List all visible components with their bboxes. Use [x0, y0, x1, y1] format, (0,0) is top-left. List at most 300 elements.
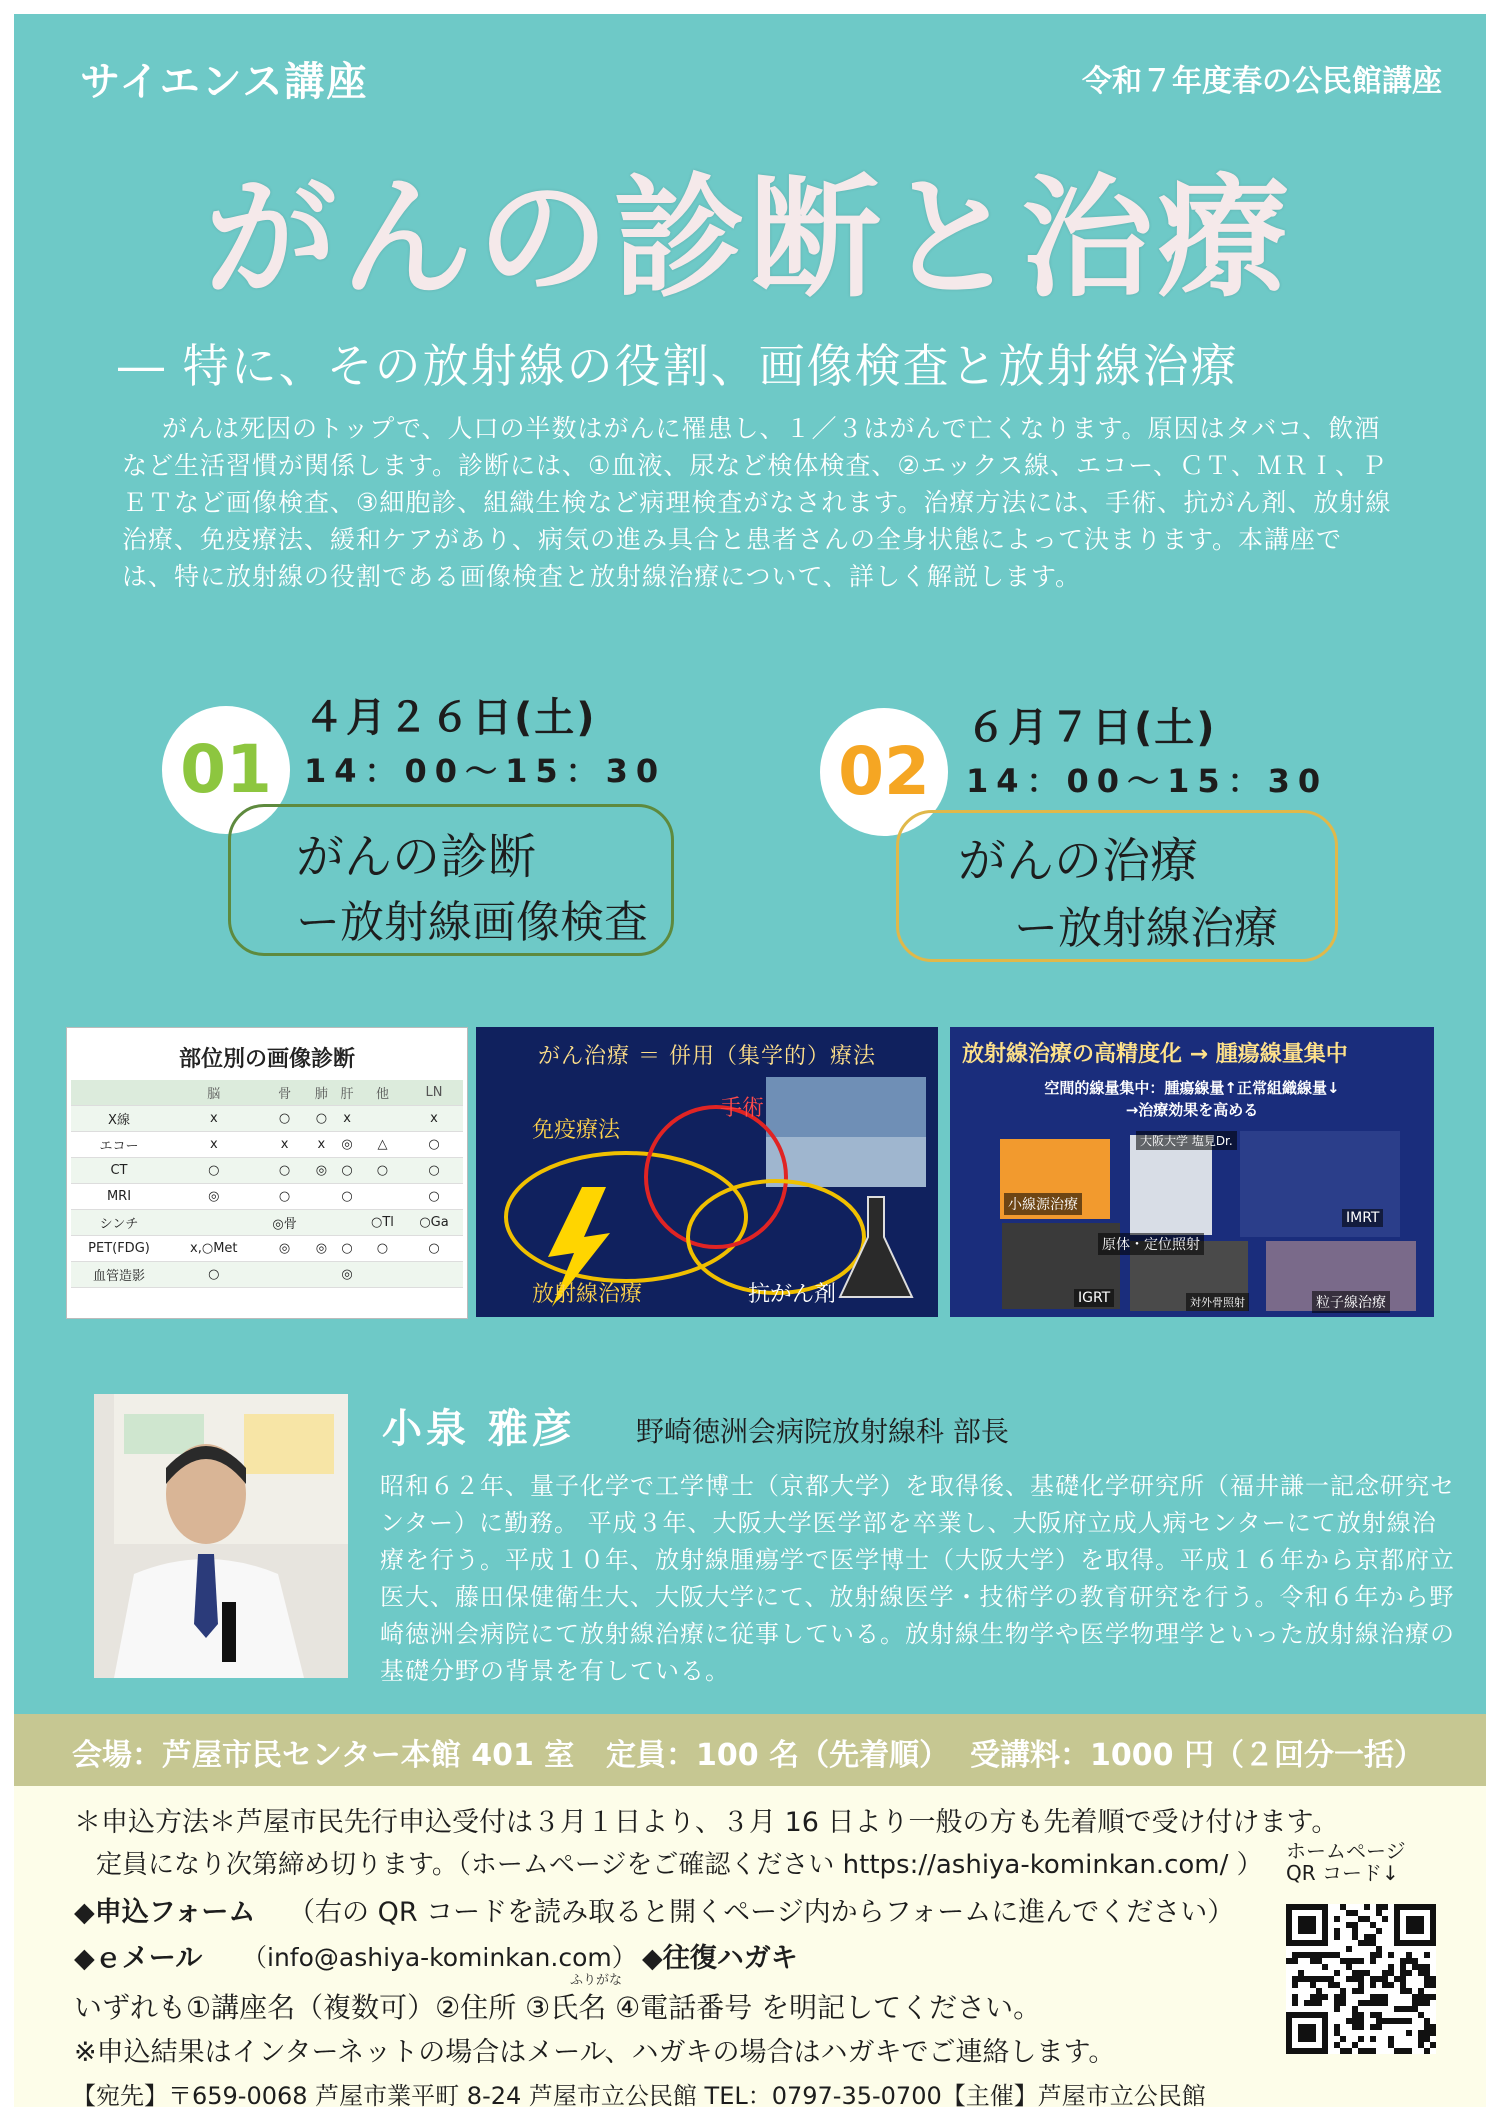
qr-module — [1430, 1982, 1436, 1988]
precision-subtitle-1: 空間的線量集中：腫瘍線量↑正常組織線量↓ — [1044, 1079, 1340, 1097]
qr-module — [1346, 2018, 1352, 2024]
table-cell — [167, 1210, 261, 1236]
apply-method-text: ＊申込方法＊芦屋市民先行申込受付は３月１日より、３月 16 日より一般の方も先着順で受け付けます。 — [74, 1807, 1339, 1838]
table-cell — [405, 1262, 463, 1288]
lecturer-tie — [194, 1554, 218, 1638]
qr-module — [1322, 1994, 1328, 2000]
table-cell: x — [309, 1132, 335, 1158]
qr-module — [1298, 1970, 1304, 1976]
qr-module — [1388, 2042, 1394, 2048]
qr-module — [1346, 2048, 1352, 2054]
qr-module — [1352, 1988, 1358, 1994]
table-cell: ○ — [334, 1236, 360, 1262]
qr-module — [1394, 2018, 1400, 2024]
session-1-date: ４月２６日(土) — [304, 695, 597, 741]
qr-module — [1310, 1976, 1316, 1982]
table-cell: ◎骨 — [261, 1210, 309, 1236]
info-bar — [14, 1714, 1486, 1786]
qr-module — [1322, 1976, 1328, 1982]
qr-module — [1370, 1952, 1376, 1958]
qr-module — [1292, 1976, 1298, 1982]
qr-module — [1346, 1946, 1352, 1952]
qr-module — [1382, 1970, 1388, 1976]
qr-module — [1364, 2048, 1370, 2054]
qr-module — [1376, 2024, 1382, 2030]
apply-email[interactable]: （info@ashiya-kominkan.com） — [242, 1943, 637, 1972]
qr-module — [1400, 1958, 1406, 1964]
qr-module — [1382, 1916, 1388, 1922]
qr-module — [1376, 1952, 1382, 1958]
table-cell: △ — [360, 1132, 405, 1158]
qr-module — [1418, 1988, 1424, 1994]
qr-module — [1352, 2018, 1358, 2024]
qr-code-image[interactable] — [1286, 1904, 1436, 2054]
table-cell: ○ — [261, 1158, 309, 1184]
qr-finder — [1298, 1916, 1316, 1934]
lecturer-name: 小泉 雅彦 — [382, 1406, 576, 1452]
col-header: 他 — [360, 1080, 405, 1106]
qr-module — [1310, 1952, 1316, 1958]
qr-module — [1430, 2024, 1436, 2030]
qr-module — [1370, 1940, 1376, 1946]
qr-finder — [1298, 2024, 1316, 2042]
col-header — [71, 1080, 167, 1106]
surgery-label: 手術 — [720, 1096, 765, 1121]
qr-module — [1304, 1952, 1310, 1958]
table-row — [71, 1210, 463, 1236]
qr-module — [1406, 2006, 1412, 2012]
table-cell: ○ — [360, 1158, 405, 1184]
qr-module — [1298, 1976, 1304, 1982]
table-cell — [261, 1262, 309, 1288]
qr-module — [1376, 2018, 1382, 2024]
qr-module — [1292, 1958, 1298, 1964]
qr-module — [1406, 1952, 1412, 1958]
qr-module — [1424, 2036, 1430, 2042]
col-header: LN — [405, 1080, 463, 1106]
qr-module — [1334, 1916, 1340, 1922]
qr-module — [1406, 2030, 1412, 2036]
qr-module — [1352, 1976, 1358, 1982]
qr-module — [1310, 1958, 1316, 1964]
qr-module — [1418, 1964, 1424, 1970]
qr-module — [1370, 2000, 1376, 2006]
table-row — [71, 1158, 463, 1184]
session-2-subtopic: ー放射線治療 — [1014, 903, 1278, 954]
linac-image — [1130, 1135, 1212, 1235]
apply-deadline-text: 定員になり次第締め切ります。（ホームページをご確認ください https://ashiya-kominkan.com/ ） — [96, 1850, 1263, 1880]
qr-module — [1328, 1976, 1334, 1982]
qr-module — [1376, 1976, 1382, 1982]
apply-email-label: ◆ｅメール — [74, 1943, 203, 1974]
flyer — [14, 14, 1486, 2110]
qr-module — [1370, 1922, 1376, 1928]
qr-module — [1358, 1958, 1364, 1964]
table-cell: ○ — [309, 1106, 335, 1132]
qr-module — [1412, 1964, 1418, 1970]
apply-form-label: ◆申込フォーム — [74, 1897, 256, 1928]
qr-module — [1358, 2000, 1364, 2006]
qr-module — [1340, 1988, 1346, 1994]
qr-module — [1382, 1904, 1388, 1910]
qr-module — [1430, 1976, 1436, 1982]
qr-module — [1376, 1994, 1382, 2000]
qr-module — [1310, 1994, 1316, 2000]
qr-module — [1340, 1958, 1346, 1964]
session-1-topic: がんの診断 — [296, 829, 537, 885]
qr-module — [1400, 1964, 1406, 1970]
table-cell: ○ — [167, 1262, 261, 1288]
col-header: 脳 — [167, 1080, 261, 1106]
qr-module — [1352, 1934, 1358, 1940]
table-cell: ○ — [261, 1184, 309, 1210]
qr-module — [1346, 1964, 1352, 1970]
qr-module — [1364, 1940, 1370, 1946]
qr-module — [1340, 2048, 1346, 2054]
qr-module — [1352, 1970, 1358, 1976]
qr-module — [1304, 1976, 1310, 1982]
qr-module — [1358, 1988, 1364, 1994]
qr-module — [1424, 1994, 1430, 2000]
qr-module — [1364, 1934, 1370, 1940]
table-cell: ○ — [405, 1132, 463, 1158]
qr-module — [1412, 2006, 1418, 2012]
qr-module — [1364, 1916, 1370, 1922]
qr-module — [1382, 2000, 1388, 2006]
precision-radiotherapy-panel — [950, 1027, 1434, 1317]
qr-module — [1316, 1976, 1322, 1982]
series-label: サイエンス講座 — [80, 59, 369, 105]
row-label: PET(FDG) — [71, 1236, 167, 1262]
qr-module — [1358, 1916, 1364, 1922]
therapy-venn-diagram — [476, 1027, 938, 1317]
table-cell — [309, 1184, 335, 1210]
qr-module — [1358, 1982, 1364, 1988]
table-cell — [334, 1210, 360, 1236]
session-1-subtopic: ー放射線画像検査 — [296, 897, 648, 948]
imaging-table-title: 部位別の画像診断 — [178, 1047, 355, 1072]
table-row — [71, 1236, 463, 1262]
qr-module — [1334, 2024, 1340, 2030]
season-label: 令和７年度春の公民館講座 — [1082, 64, 1442, 99]
qr-module — [1430, 1994, 1436, 2000]
qr-module — [1424, 2048, 1430, 2054]
qr-module — [1358, 2048, 1364, 2054]
qr-module — [1346, 1910, 1352, 1916]
tag-conformal: 原体・定位照射 — [1098, 1233, 1204, 1255]
venue-text: 会場：芦屋市民センター本館 401 室 — [72, 1738, 575, 1773]
flask-icon — [840, 1197, 912, 1297]
qr-module — [1376, 1946, 1382, 1952]
qr-module — [1334, 1952, 1340, 1958]
qr-module — [1334, 1982, 1340, 1988]
furigana-label: ふりがな — [570, 1973, 623, 1988]
qr-module — [1424, 2030, 1430, 2036]
qr-module — [1334, 2006, 1340, 2012]
qr-module — [1340, 1994, 1346, 2000]
table-row — [71, 1184, 463, 1210]
row-label: X線 — [71, 1106, 167, 1132]
qr-module — [1382, 1994, 1388, 2000]
table-cell: ○ — [360, 1236, 405, 1262]
qr-module — [1406, 2018, 1412, 2024]
qr-module — [1316, 1958, 1322, 1964]
apply-postcard: ◆往復ハガキ — [642, 1943, 798, 1974]
qr-module — [1406, 1958, 1412, 1964]
qr-module — [1298, 1952, 1304, 1958]
table-cell: x — [405, 1106, 463, 1132]
qr-module — [1388, 2036, 1394, 2042]
qr-module — [1412, 1958, 1418, 1964]
qr-module — [1292, 1994, 1298, 2000]
qr-module — [1364, 1904, 1370, 1910]
qr-module — [1370, 1976, 1376, 1982]
qr-module — [1370, 2036, 1376, 2042]
radiotherapy-label: 放射線治療 — [532, 1282, 643, 1307]
qr-module — [1424, 1970, 1430, 1976]
lecturer-portrait — [94, 1394, 348, 1678]
qr-module — [1418, 2030, 1424, 2036]
precision-subtitle-2: →治療効果を高める — [1125, 1101, 1259, 1119]
session-2-number: 02 — [820, 708, 948, 836]
qr-module — [1400, 1988, 1406, 1994]
qr-module — [1358, 1976, 1364, 1982]
row-label: 血管造影 — [71, 1262, 167, 1288]
qr-module — [1418, 1970, 1424, 1976]
table-cell: ◎ — [334, 1132, 360, 1158]
qr-module — [1358, 2024, 1364, 2030]
qr-module — [1334, 1970, 1340, 1976]
qr-module — [1340, 2000, 1346, 2006]
table-cell — [360, 1184, 405, 1210]
table-cell — [360, 1106, 405, 1132]
qr-module — [1394, 1976, 1400, 1982]
row-label: エコー — [71, 1132, 167, 1158]
apply-form-text: （右の QR コードを読み取ると開くページ内からフォームに進んでください） — [288, 1897, 1235, 1928]
table-cell: ◎ — [261, 1236, 309, 1262]
qr-module — [1316, 2000, 1322, 2006]
qr-module — [1430, 2030, 1436, 2036]
apply-result-note: ※申込結果はインターネットの場合はメール、ハガキの場合はハガキでご連絡します。 — [74, 2037, 1116, 2068]
table-cell: ○ — [261, 1106, 309, 1132]
row-label: シンチ — [71, 1210, 167, 1236]
session-1-time: 14：00〜15：30 — [304, 752, 667, 790]
qr-module — [1370, 2048, 1376, 2054]
qr-module — [1370, 1982, 1376, 1988]
qr-module — [1334, 2030, 1340, 2036]
qr-module — [1418, 2036, 1424, 2042]
qr-module — [1328, 1952, 1334, 1958]
qr-module — [1412, 2000, 1418, 2006]
qr-module — [1394, 2048, 1400, 2054]
qr-module — [1364, 2000, 1370, 2006]
table-cell: ○Ga — [405, 1210, 463, 1236]
qr-module — [1388, 1964, 1394, 1970]
qr-module — [1388, 1952, 1394, 1958]
qr-module — [1346, 1958, 1352, 1964]
table-cell: ○ — [334, 1184, 360, 1210]
immuno-ring — [506, 1153, 746, 1281]
table-row — [71, 1262, 463, 1288]
session-2-date: ６月７日(土) — [966, 705, 1217, 751]
qr-module — [1370, 2012, 1376, 2018]
qr-module — [1430, 2042, 1436, 2048]
qr-module — [1370, 1934, 1376, 1940]
radiotherapy-collage — [950, 1027, 1434, 1317]
surgery-photo-shade — [766, 1137, 926, 1187]
qr-module — [1424, 1964, 1430, 1970]
tag-particle: 粒子線治療 — [1312, 1291, 1390, 1313]
table-cell — [360, 1262, 405, 1288]
qr-module — [1310, 1982, 1316, 1988]
qr-finder — [1406, 1916, 1424, 1934]
qr-module — [1406, 1988, 1412, 1994]
address-line: 【宛先】〒659-0068 芦屋市業平町 8-24 芦屋市立公民館 TEL：0797-35-0700【主催】芦屋市立公民館 — [72, 2082, 1206, 2110]
qr-module — [1352, 2024, 1358, 2030]
qr-module — [1310, 2000, 1316, 2006]
tag-imrt: IMRT — [1342, 1209, 1383, 1227]
qr-module — [1424, 2018, 1430, 2024]
qr-module — [1334, 1934, 1340, 1940]
qr-module — [1352, 1922, 1358, 1928]
qr-module — [1358, 2012, 1364, 2018]
precision-radiotherapy-title: 放射線治療の高精度化 → 腫瘍線量集中 — [962, 1042, 1348, 1067]
session-1-number: 01 — [162, 706, 290, 834]
table-cell: ○Tl — [360, 1210, 405, 1236]
qr-module — [1346, 1922, 1352, 1928]
qr-module — [1400, 1970, 1406, 1976]
row-label: CT — [71, 1158, 167, 1184]
table-cell — [309, 1262, 335, 1288]
table-row — [71, 1106, 463, 1132]
qr-module — [1292, 1952, 1298, 1958]
table-cell: x — [261, 1132, 309, 1158]
qr-module — [1364, 1970, 1370, 1976]
qr-module — [1406, 1970, 1412, 1976]
qr-module — [1334, 2042, 1340, 2048]
qr-module — [1352, 2006, 1358, 2012]
table-cell: x — [167, 1106, 261, 1132]
qr-module — [1370, 1958, 1376, 1964]
table-cell: ◎ — [309, 1236, 335, 1262]
qr-module — [1376, 1910, 1382, 1916]
table-cell: ○ — [167, 1158, 261, 1184]
qr-module — [1382, 1976, 1388, 1982]
capacity-text: 定員：100 名（先着順） — [606, 1738, 950, 1773]
qr-module — [1370, 2024, 1376, 2030]
table-cell: x,○Met — [167, 1236, 261, 1262]
table-cell: ○ — [405, 1158, 463, 1184]
qr-module — [1382, 2018, 1388, 2024]
col-header: 肺 — [309, 1080, 335, 1106]
qr-module — [1424, 1952, 1430, 1958]
imaging-table — [71, 1080, 463, 1288]
qr-module — [1400, 1982, 1406, 1988]
qr-module — [1418, 1994, 1424, 2000]
qr-module — [1370, 1994, 1376, 2000]
qr-module — [1352, 2012, 1358, 2018]
qr-code[interactable] — [1286, 1904, 1436, 2054]
qr-module — [1424, 2024, 1430, 2030]
qr-module — [1292, 2000, 1298, 2006]
qr-module — [1412, 1994, 1418, 2000]
qr-module — [1334, 1928, 1340, 1934]
table-cell: ◎ — [167, 1184, 261, 1210]
qr-module — [1328, 1982, 1334, 1988]
qr-module — [1334, 1994, 1340, 2000]
table-cell — [309, 1210, 335, 1236]
imaging-table-panel — [66, 1027, 468, 1319]
qr-module — [1376, 1928, 1382, 1934]
col-header: 肝 — [334, 1080, 360, 1106]
qr-module — [1424, 1982, 1430, 1988]
qr-module — [1286, 1958, 1292, 1964]
qr-module — [1376, 1904, 1382, 1910]
qr-module — [1424, 2000, 1430, 2006]
table-cell: ○ — [405, 1184, 463, 1210]
qr-module — [1376, 2000, 1382, 2006]
session-2-topic: がんの治療 — [958, 833, 1199, 889]
qr-module — [1292, 1982, 1298, 1988]
qr-module — [1304, 2000, 1310, 2006]
session-2-time: 14：00〜15：30 — [966, 762, 1329, 800]
table-row — [71, 1132, 463, 1158]
qr-module — [1394, 2006, 1400, 2012]
lecturer-photo — [94, 1394, 348, 1678]
qr-module — [1352, 2042, 1358, 2048]
apply-required-info: いずれも①講座名（複数可）②住所 ③氏名 ④電話番号 を明記してください。 — [74, 1991, 1042, 2024]
page-title: がんの診断と治療 — [205, 162, 1293, 316]
qr-module — [1418, 2012, 1424, 2018]
qr-module — [1340, 2036, 1346, 2042]
chemo-label: 抗がん剤 — [748, 1282, 837, 1307]
table-cell: ◎ — [309, 1158, 335, 1184]
qr-module — [1418, 2000, 1424, 2006]
qr-module — [1388, 2018, 1394, 2024]
qr-module — [1358, 1940, 1364, 1946]
qr-module — [1346, 1976, 1352, 1982]
slide-box — [244, 1414, 334, 1474]
qr-module — [1358, 2036, 1364, 2042]
qr-module — [1322, 1952, 1328, 1958]
imaging-table-header — [71, 1080, 463, 1106]
qr-module — [1352, 1910, 1358, 1916]
qr-module — [1358, 1970, 1364, 1976]
tag-brachytherapy: 小線源治療 — [1004, 1193, 1082, 1215]
fee-text: 受講料：1000 円（２回分一括） — [970, 1738, 1424, 1773]
combined-therapy-panel — [476, 1027, 938, 1317]
immuno-label: 免疫療法 — [532, 1118, 621, 1143]
table-cell: ◎ — [334, 1262, 360, 1288]
qr-module — [1358, 2018, 1364, 2024]
tag-osaka: 大阪大学 塩見Dr. — [1136, 1131, 1237, 1150]
qr-module — [1418, 2042, 1424, 2048]
qr-module — [1388, 1970, 1394, 1976]
tag-igrt: IGRT — [1074, 1289, 1114, 1307]
qr-module — [1424, 1976, 1430, 1982]
qr-module — [1382, 1982, 1388, 1988]
page-subtitle: ― 特に、その放射線の役割、画像検査と放射線治療 — [118, 339, 1239, 393]
qr-module — [1352, 1928, 1358, 1934]
lecturer-bio: 昭和６２年、量子化学で工学博士（京都大学）を取得後、基礎化学研究所（福井謙一記念研究センター）に勤務。 平成３年、大阪大学医学部を卒業し、大阪府立成人病センターにて放射線治療を行う。平成１０年、放射線腫瘍学で医学博士（大阪大学）を取得。平成１６年から京都府立医大、藤田保健衛生大、大阪大学にて、放射線医学・技術学の教育研究を行う。令和６年から野崎徳洲会病院にて放射線治療に従事している。放射線生物学や医学物理学といった放射線治療の基礎分野の背景を有している。 — [380, 1472, 1455, 1685]
microphone-icon — [222, 1602, 236, 1662]
homepage-qr-label: ホームページ QR コード↓ — [1286, 1839, 1406, 1885]
qr-module — [1376, 2012, 1382, 2018]
qr-module — [1400, 2048, 1406, 2054]
qr-module — [1316, 1994, 1322, 2000]
qr-module — [1340, 1904, 1346, 1910]
combined-therapy-title: がん治療 ＝ 併用（集学的）療法 — [538, 1044, 876, 1069]
